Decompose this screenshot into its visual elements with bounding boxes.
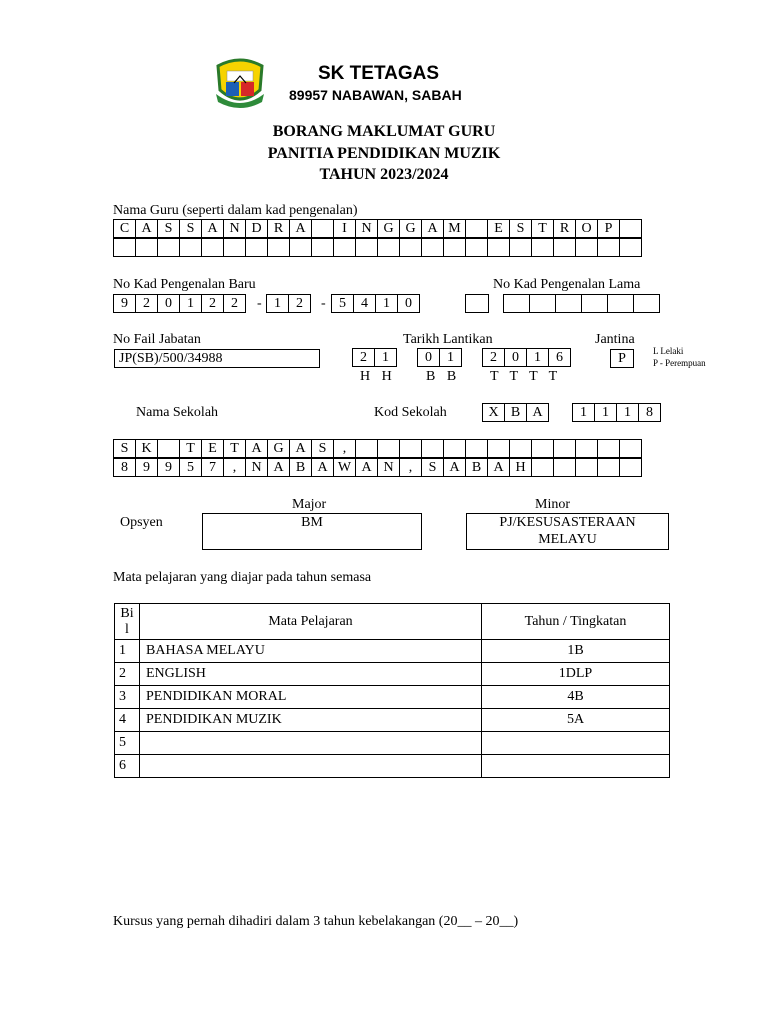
school-code-part-1	[483, 404, 549, 422]
char-box: S	[157, 219, 180, 238]
appointment-month-hint: B B	[426, 369, 457, 384]
major-field	[202, 513, 422, 550]
char-box: A	[421, 219, 444, 238]
char-box: S	[179, 219, 202, 238]
char-box: 9	[135, 458, 158, 477]
table-row	[115, 732, 670, 755]
char-box	[157, 238, 180, 257]
char-box	[553, 458, 576, 477]
char-box	[465, 238, 488, 257]
appointment-year	[483, 349, 571, 367]
char-box	[465, 439, 488, 458]
char-box: 1	[179, 294, 202, 313]
char-box: M	[443, 219, 466, 238]
char-box: ,	[399, 458, 422, 477]
row-number: 2	[115, 663, 140, 686]
char-box: 1	[572, 403, 595, 422]
char-box: 2	[352, 348, 375, 367]
row-year	[482, 732, 670, 755]
appointment-month	[418, 349, 462, 367]
char-box	[355, 238, 378, 257]
table-row	[115, 686, 670, 709]
char-box	[289, 238, 312, 257]
char-box	[619, 439, 642, 458]
char-box	[575, 458, 598, 477]
char-box	[581, 294, 608, 313]
char-box: 1	[594, 403, 617, 422]
char-box: A	[289, 439, 312, 458]
char-box: N	[223, 219, 246, 238]
char-box: H	[509, 458, 532, 477]
char-box	[619, 458, 642, 477]
char-box: 1	[375, 294, 398, 313]
minor-label: Minor	[535, 497, 570, 512]
major-value: BM	[301, 515, 323, 530]
char-box: A	[355, 458, 378, 477]
form-subtitle: PANITIA PENDIDIKAN MUZIK	[267, 145, 501, 162]
gender-legend-male: L Lelaki	[653, 346, 684, 356]
char-box	[529, 294, 556, 313]
char-box: ,	[333, 439, 356, 458]
char-box: W	[333, 458, 356, 477]
subjects-intro: Mata pelajaran yang diajar pada tahun semasa	[113, 570, 372, 585]
char-box	[135, 238, 158, 257]
file-number-value: JP(SB)/500/34988	[119, 351, 223, 366]
char-box: B	[504, 403, 527, 422]
char-box: X	[482, 403, 505, 422]
char-box	[201, 238, 224, 257]
minor-field	[466, 513, 669, 550]
char-box: 2	[482, 348, 505, 367]
row-subject	[140, 732, 482, 755]
char-box	[443, 439, 466, 458]
row-number: 1	[115, 640, 140, 663]
char-box	[619, 238, 642, 257]
char-box	[555, 294, 582, 313]
char-box	[465, 219, 488, 238]
char-box	[465, 294, 489, 313]
char-box	[553, 439, 576, 458]
appointment-year-hint: T T T T	[490, 369, 558, 384]
form-year: TAHUN 2023/2024	[319, 166, 449, 183]
char-box: A	[245, 439, 268, 458]
ic-old-part-1	[466, 295, 489, 313]
ic-old-label: No Kad Pengenalan Lama	[493, 277, 641, 292]
char-box	[575, 238, 598, 257]
char-box	[531, 439, 554, 458]
char-box	[355, 439, 378, 458]
char-box: 2	[288, 294, 311, 313]
ic-new-part-3	[332, 295, 420, 313]
row-subject: BAHASA MELAYU	[140, 640, 482, 663]
char-box	[619, 219, 642, 238]
char-box: S	[421, 458, 444, 477]
char-box	[553, 238, 576, 257]
char-box: 2	[201, 294, 224, 313]
char-box	[607, 294, 634, 313]
char-box: A	[443, 458, 466, 477]
char-box: 6	[548, 348, 571, 367]
char-box: B	[465, 458, 488, 477]
char-box: O	[575, 219, 598, 238]
char-box: ,	[223, 458, 246, 477]
row-number: 3	[115, 686, 140, 709]
subjects-table	[114, 603, 670, 778]
school-code-part-2	[573, 404, 661, 422]
char-box: S	[113, 439, 136, 458]
char-box: 0	[417, 348, 440, 367]
major-label: Major	[292, 497, 327, 512]
row-year: 1DLP	[482, 663, 670, 686]
table-row	[115, 709, 670, 732]
row-subject	[140, 755, 482, 778]
row-number: 5	[115, 732, 140, 755]
char-box	[377, 439, 400, 458]
ic-new-label: No Kad Pengenalan Baru	[113, 277, 256, 292]
char-box	[531, 238, 554, 257]
char-box	[597, 458, 620, 477]
table-row	[115, 640, 670, 663]
char-box: P	[597, 219, 620, 238]
char-box: 8	[638, 403, 661, 422]
row-subject: PENDIDIKAN MUZIK	[140, 709, 482, 732]
char-box: C	[113, 219, 136, 238]
file-number-field	[114, 349, 320, 368]
char-box	[399, 439, 422, 458]
school-code-label: Kod Sekolah	[374, 405, 447, 420]
char-box: 9	[113, 294, 136, 313]
char-box	[421, 238, 444, 257]
header-subject: Mata Pelajaran	[140, 604, 482, 640]
school-address-row-1	[114, 440, 642, 458]
char-box: K	[135, 439, 158, 458]
table-row	[115, 663, 670, 686]
char-box: R	[553, 219, 576, 238]
char-box	[633, 294, 660, 313]
char-box	[245, 238, 268, 257]
char-box: T	[531, 219, 554, 238]
school-name-label: Nama Sekolah	[136, 405, 219, 420]
row-subject: ENGLISH	[140, 663, 482, 686]
char-box	[311, 219, 334, 238]
gender-value: P	[618, 351, 626, 366]
appointment-label: Tarikh Lantikan	[403, 332, 493, 347]
char-box: S	[509, 219, 532, 238]
char-box: N	[245, 458, 268, 477]
char-box: T	[179, 439, 202, 458]
header-year: Tahun / Tingkatan	[482, 604, 670, 640]
row-number: 6	[115, 755, 140, 778]
char-box: 2	[135, 294, 158, 313]
char-box: 2	[223, 294, 246, 313]
char-box	[113, 238, 136, 257]
char-box	[509, 439, 532, 458]
char-box: 7	[201, 458, 224, 477]
char-box	[443, 238, 466, 257]
char-box	[575, 439, 598, 458]
school-logo	[212, 56, 268, 110]
teacher-name-row-1	[114, 220, 642, 238]
courses-label: Kursus yang pernah dihadiri dalam 3 tahun kebelakangan (20__ – 20__)	[113, 914, 519, 929]
char-box: 1	[616, 403, 639, 422]
char-box	[503, 294, 530, 313]
char-box: 4	[353, 294, 376, 313]
char-box: 1	[526, 348, 549, 367]
char-box: T	[223, 439, 246, 458]
char-box: 9	[157, 458, 180, 477]
char-box	[311, 238, 334, 257]
char-box	[531, 458, 554, 477]
char-box: B	[289, 458, 312, 477]
minor-value: PJ/KESUSASTERAAN MELAYU	[499, 515, 636, 547]
char-box: S	[311, 439, 334, 458]
char-box	[399, 238, 422, 257]
teacher-name-row-2	[114, 239, 642, 257]
char-box: 1	[266, 294, 289, 313]
char-box: I	[333, 219, 356, 238]
char-box: R	[267, 219, 290, 238]
char-box: 0	[397, 294, 420, 313]
ic-new-part-1	[114, 295, 246, 313]
row-year: 4B	[482, 686, 670, 709]
char-box: N	[377, 458, 400, 477]
form-title: BORANG MAKLUMAT GURU	[272, 123, 496, 140]
char-box	[333, 238, 356, 257]
row-year	[482, 755, 670, 778]
ic-old-part-2	[504, 295, 660, 313]
char-box	[267, 238, 290, 257]
gender-label: Jantina	[595, 332, 635, 347]
gender-legend-female: P - Perempuan	[653, 358, 706, 368]
row-number: 4	[115, 709, 140, 732]
char-box	[597, 439, 620, 458]
char-box: G	[377, 219, 400, 238]
char-box: A	[267, 458, 290, 477]
char-box: N	[355, 219, 378, 238]
char-box	[487, 439, 510, 458]
char-box: G	[399, 219, 422, 238]
row-year: 5A	[482, 709, 670, 732]
char-box	[597, 238, 620, 257]
school-address-row-2	[114, 459, 642, 477]
row-year: 1B	[482, 640, 670, 663]
char-box: A	[311, 458, 334, 477]
ic-new-part-2	[267, 295, 311, 313]
school-address: 89957 NABAWAN, SABAH	[289, 87, 462, 103]
file-label: No Fail Jabatan	[113, 332, 201, 347]
char-box: A	[289, 219, 312, 238]
char-box: 8	[113, 458, 136, 477]
char-box: 0	[157, 294, 180, 313]
ic-separator-1: -	[257, 296, 262, 311]
char-box: E	[201, 439, 224, 458]
char-box	[179, 238, 202, 257]
char-box	[377, 238, 400, 257]
gender-field	[610, 349, 634, 368]
appointment-day	[353, 349, 397, 367]
char-box: A	[201, 219, 224, 238]
char-box: 5	[331, 294, 354, 313]
char-box	[223, 238, 246, 257]
char-box: A	[487, 458, 510, 477]
char-box: A	[526, 403, 549, 422]
subjects-header-row	[115, 604, 670, 640]
char-box: D	[245, 219, 268, 238]
char-box: 1	[439, 348, 462, 367]
char-box: 0	[504, 348, 527, 367]
char-box: G	[267, 439, 290, 458]
char-box: E	[487, 219, 510, 238]
char-box: 5	[179, 458, 202, 477]
ic-separator-2: -	[321, 296, 326, 311]
school-name: SK TETAGAS	[318, 63, 440, 84]
header-bil: Bil	[115, 604, 140, 640]
char-box	[509, 238, 532, 257]
appointment-day-hint: H H	[360, 369, 392, 384]
option-label: Opsyen	[120, 515, 163, 530]
char-box	[421, 439, 444, 458]
row-subject: PENDIDIKAN MORAL	[140, 686, 482, 709]
char-box	[487, 238, 510, 257]
char-box	[157, 439, 180, 458]
char-box: 1	[374, 348, 397, 367]
teacher-name-label: Nama Guru (seperti dalam kad pengenalan)	[113, 203, 358, 218]
char-box: A	[135, 219, 158, 238]
table-row	[115, 755, 670, 778]
